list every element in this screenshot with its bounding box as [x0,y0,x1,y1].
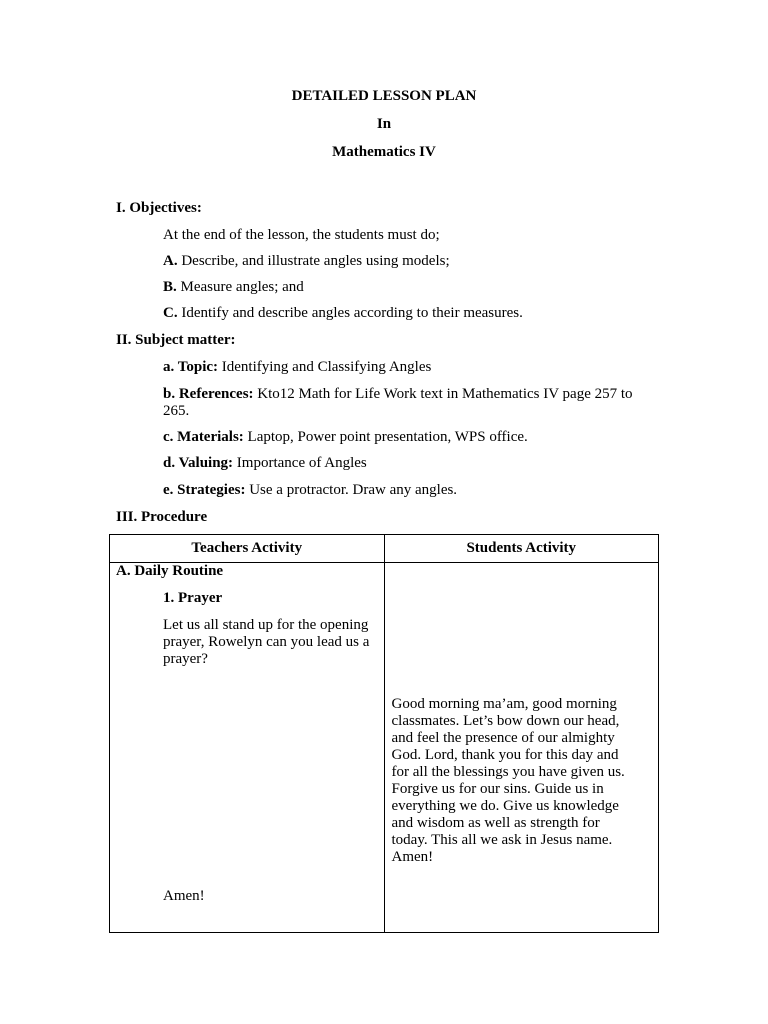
subject-matter-heading: II. Subject matter: [116,332,236,348]
subject-text: Kto12 Math for Life Work text in Mathematics IV page 257 to 265. [163,386,633,419]
table-header-row [110,535,659,563]
document-subtitle-in: In [376,116,392,132]
objectives-heading: I. Objectives: [116,200,202,216]
subject-item [163,482,457,499]
subject-text: Identifying and Classifying Angles [218,359,432,375]
subject-label: a. Topic: [163,359,219,375]
subject-item [163,455,367,472]
teachers-activity-header: Teachers Activity [110,535,385,563]
objectives-intro: At the end of the lesson, the students must do; [163,227,440,243]
objective-item [163,305,523,322]
objective-label: B. [163,279,177,295]
teacher-cell [110,563,385,933]
table-row [110,563,659,933]
subject-text: Importance of Angles [233,455,367,471]
objective-text: Measure angles; and [176,279,304,295]
objective-item [163,253,450,270]
procedure-table [109,534,659,933]
students-activity-header: Students Activity [384,535,659,563]
student-cell [384,563,659,933]
objective-label: C. [163,305,178,321]
objective-text: Identify and describe angles according to their measures. [177,305,523,321]
teacher-amen: Amen! [163,888,205,904]
subject-item [163,386,655,420]
objective-label: A. [163,253,178,269]
subject-label: c. Materials: [163,429,244,445]
procedure-heading: III. Procedure [116,509,208,525]
student-prayer-response: Good morning ma’am, good morning classmates. Let’s bow down our head, and feel the presence of our almighty God. Lord, thank you for this day and for all the blessings you have given us. Forgive us for our sins. Guide us in everything we do. Give us knowledge and wisdom as well as strength for today. This all we ask in Jesus name. Amen! [391,696,625,865]
subject-label: e. Strategies: [163,482,246,498]
teacher-prayer-prompt: Let us all stand up for the opening prayer, Rowelyn can you lead us a prayer? [163,617,370,667]
prayer-heading: 1. Prayer [163,590,223,606]
subject-text: Use a protractor. Draw any angles. [245,482,458,498]
document-title: DETAILED LESSON PLAN [291,88,477,104]
subject-label: b. References: [163,386,254,402]
subject-item [163,429,528,446]
objective-item [163,279,304,296]
objective-text: Describe, and illustrate angles using models; [177,253,450,269]
daily-routine-heading: A. Daily Routine [116,563,224,579]
subject-text: Laptop, Power point presentation, WPS office. [243,429,528,445]
document-subject: Mathematics IV [332,144,436,160]
subject-label: d. Valuing: [163,455,234,471]
subject-item [163,359,431,376]
